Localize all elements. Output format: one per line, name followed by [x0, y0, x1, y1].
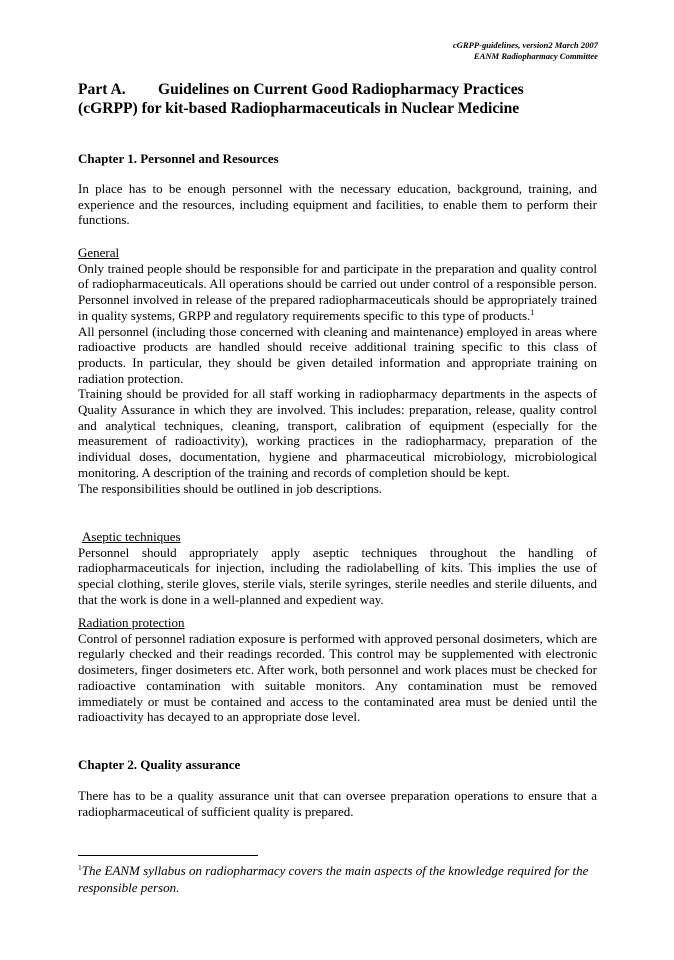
chapter-2-heading-block	[78, 757, 597, 773]
title-line-2: (cGRPP) for kit-based Radiopharmaceuticals in Nuclear Medicine	[78, 100, 520, 117]
aseptic-section	[78, 529, 597, 608]
general-paragraph-2: All personnel (including those concerned with cleaning and maintenance) employed in areas where radioactive products are handled should receive additional training specific to this class of products. In particular, they should be given detailed information and appropriate training on radiation protection.	[78, 323, 597, 386]
general-paragraph-1	[78, 261, 597, 324]
chapter-2-heading: Chapter 2. Quality assurance	[78, 757, 241, 772]
general-paragraph-1-text: Only trained people should be responsible for and participate in the preparation and quality control of radiopharmaceuticals. All operations should be carried out under control of a responsible person. Personnel involved in release of the prepared radiopharmaceuticals should be appropriately trained in quality systems, GRPP and regulatory requirements specific to this type of products.	[78, 260, 597, 323]
footnote-text: The EANM syllabus on radiopharmacy covers the main aspects of the knowledge required for the responsible person.	[78, 863, 589, 895]
footnote-mark: 1	[78, 863, 82, 872]
radiation-text: Control of personnel radiation exposure is performed with approved personal dosimeters, which are regularly checked and their readings recorded. This control may be supplemented with electronic dosimeters, finger dosimeters etc. After work, both personnel and work places must be checked for radioactive contamination with suitable monitors. Any contamination must be removed immediately or must be contained and access to the contaminated area must be denied until the radioactivity has decayed to an appropriate dose level.	[78, 630, 597, 725]
footnote-reference: 1	[530, 307, 535, 317]
header-committee: EANM Radiopharmacy Committee	[473, 51, 598, 61]
radiation-section	[78, 615, 597, 725]
general-paragraph-4: The responsibilities should be outlined in job descriptions.	[78, 480, 383, 496]
aseptic-text: Personnel should appropriately apply aseptic techniques throughout the handling of radiopharmaceuticals for injection, including the radiolabelling of kits. This implies the use of special clothing, sterile gloves, sterile vials, sterile syringes, sterile needles and sterile diluents, and that the work is done in a well-planned and expedient way.	[78, 544, 597, 607]
chapter-2-text: There has to be a quality assurance unit that can oversee preparation operations to ensure that a radiopharmaceutical of sufficient quality is prepared.	[78, 788, 597, 819]
header-version: cGRPP-guidelines, version2 March 2007	[452, 40, 598, 50]
chapter-1-intro: In place has to be enough personnel with the necessary education, background, training, and experience and the resources, including equipment and facilities, to enable them to perform their functions.	[78, 181, 597, 228]
chapter-1-intro-block	[78, 181, 597, 228]
chapter-1-heading: Chapter 1. Personnel and Resources	[78, 151, 279, 166]
chapter-1-heading-block	[78, 151, 597, 167]
title-part: Part A.	[78, 81, 126, 98]
aseptic-heading: Aseptic techniques	[82, 529, 181, 544]
general-heading: General	[78, 245, 120, 260]
general-paragraph-3: Training should be provided for all staff working in radiopharmacy departments in the aspects of Quality Assurance in which they are involved. This includes: preparation, release, quality control and analytical techniques, cleaning, transport, calibration of equipment (especially for the measurement of radioactivity), working practices in the radiopharmacy, preparation of the individual doses, documentation, hygiene and pharmaceutical microbiology, microbiological monitoring. A description of the training and records of completion should be kept.	[78, 386, 597, 480]
chapter-2-text-block	[78, 788, 597, 819]
radiation-heading: Radiation protection	[78, 615, 185, 630]
running-header	[453, 40, 598, 62]
document-title	[78, 80, 608, 118]
general-section	[78, 245, 597, 496]
footnote-divider	[78, 855, 258, 856]
footnote	[78, 862, 598, 896]
title-line-1: Guidelines on Current Good Radiopharmacy Practices	[158, 81, 524, 98]
